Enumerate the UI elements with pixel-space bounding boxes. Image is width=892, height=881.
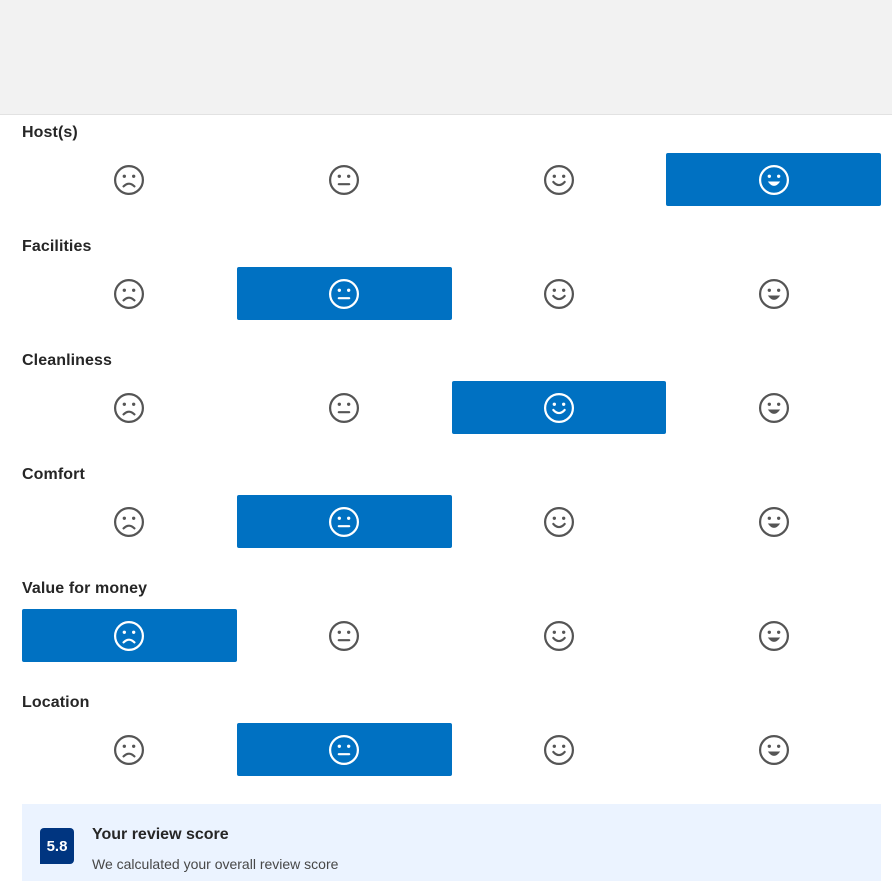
smile-face-icon [543, 392, 575, 424]
category-label: Location [22, 694, 90, 711]
rating-option-great[interactable] [666, 609, 881, 662]
rating-options [22, 267, 881, 320]
review-score-panel [22, 804, 881, 881]
grin-face-icon [758, 392, 790, 424]
rating-option-great[interactable] [666, 723, 881, 776]
category-facilities [0, 228, 892, 342]
smile-face-icon [543, 164, 575, 196]
score-title: Your review score [92, 826, 229, 843]
sad-face-icon [113, 506, 145, 538]
rating-option-very-poor[interactable] [22, 153, 237, 206]
neutral-face-icon [328, 164, 360, 196]
rating-options [22, 495, 881, 548]
header-band [0, 0, 892, 115]
score-badge: 5.8 [40, 828, 74, 864]
rating-option-good[interactable] [452, 723, 667, 776]
rating-option-very-poor[interactable] [22, 723, 237, 776]
category-label: Host(s) [22, 124, 78, 141]
rating-option-poor[interactable] [237, 267, 452, 320]
smile-face-icon [543, 620, 575, 652]
smile-face-icon [543, 506, 575, 538]
smile-face-icon [543, 734, 575, 766]
category-cleanliness [0, 342, 892, 456]
rating-options [22, 153, 881, 206]
rating-option-good[interactable] [452, 495, 667, 548]
sad-face-icon [113, 734, 145, 766]
rating-option-great[interactable] [666, 267, 881, 320]
rating-options [22, 381, 881, 434]
category-label: Facilities [22, 238, 92, 255]
category-label: Cleanliness [22, 352, 113, 369]
grin-face-icon [758, 164, 790, 196]
neutral-face-icon [328, 620, 360, 652]
sad-face-icon [113, 620, 145, 652]
neutral-face-icon [328, 392, 360, 424]
rating-option-poor[interactable] [237, 609, 452, 662]
rating-categories [0, 114, 892, 798]
grin-face-icon [758, 620, 790, 652]
rating-option-very-poor[interactable] [22, 267, 237, 320]
sad-face-icon [113, 392, 145, 424]
rating-option-poor[interactable] [237, 381, 452, 434]
rating-options [22, 723, 881, 776]
neutral-face-icon [328, 734, 360, 766]
sad-face-icon [113, 278, 145, 310]
smile-face-icon [543, 278, 575, 310]
rating-option-good[interactable] [452, 153, 667, 206]
category-hosts [0, 114, 892, 228]
grin-face-icon [758, 734, 790, 766]
category-value-for-money [0, 570, 892, 684]
category-comfort [0, 456, 892, 570]
rating-option-very-poor[interactable] [22, 495, 237, 548]
rating-option-good[interactable] [452, 267, 667, 320]
category-location [0, 684, 892, 798]
rating-option-great[interactable] [666, 153, 881, 206]
grin-face-icon [758, 506, 790, 538]
category-label: Value for money [22, 580, 148, 597]
rating-option-good[interactable] [452, 381, 667, 434]
rating-option-great[interactable] [666, 381, 881, 434]
rating-option-great[interactable] [666, 495, 881, 548]
rating-option-very-poor[interactable] [22, 609, 237, 662]
rating-option-poor[interactable] [237, 153, 452, 206]
category-label: Comfort [22, 466, 85, 483]
rating-options [22, 609, 881, 662]
grin-face-icon [758, 278, 790, 310]
sad-face-icon [113, 164, 145, 196]
rating-option-poor[interactable] [237, 723, 452, 776]
rating-option-very-poor[interactable] [22, 381, 237, 434]
rating-option-good[interactable] [452, 609, 667, 662]
neutral-face-icon [328, 278, 360, 310]
rating-option-poor[interactable] [237, 495, 452, 548]
score-subtitle: We calculated your overall review score [92, 856, 339, 872]
neutral-face-icon [328, 506, 360, 538]
